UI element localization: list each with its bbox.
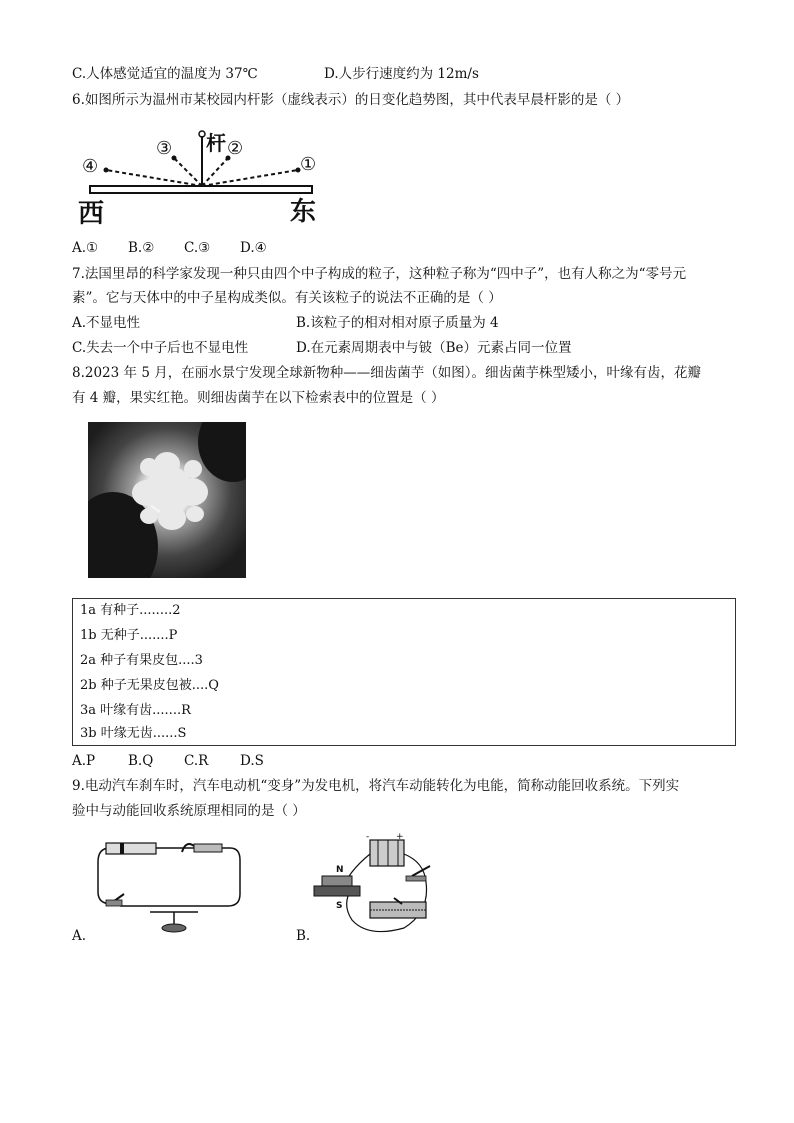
key-row-1b: 1b 无种子.......P [80, 628, 178, 643]
key-row-1a: 1a 有种子........2 [80, 603, 181, 618]
q7-stem-line-1: 7.法国里昂的科学家发现一种只由四个中子构成的粒子，这种粒子称为“四中子”，也有人称之为“零号元 [72, 266, 687, 282]
q9-option-b: B. [296, 928, 311, 944]
marker-3: ③ [156, 138, 173, 159]
q8-option-b: B.Q [128, 753, 154, 769]
q8-stem-line-2: 有 4 瓣，果实红艳。则细齿菌芋在以下检索表中的位置是（ ） [72, 390, 445, 406]
shadow-4 [106, 170, 202, 186]
q8-option-d: D.S [240, 753, 264, 769]
plant-photo [88, 422, 246, 578]
q7-option-c: C.失去一个中子后也不显电性 [72, 340, 249, 356]
dichotomous-key-table [72, 598, 736, 746]
circuit-figure-a [90, 836, 250, 936]
marker-1: ① [300, 154, 317, 175]
east-label: 东 [290, 197, 317, 227]
magnet-s-label: S [336, 901, 343, 911]
battery [106, 843, 156, 854]
q6-option-c: C.③ [184, 240, 211, 256]
q8-stem-line-1: 8.2023 年 5 月，在丽水景宁发现全球新物种——细齿菌芋（如图）。细齿菌芋株型矮小，叶缘有齿，花瓣 [72, 365, 701, 381]
battery-b [370, 840, 404, 866]
magnet [322, 876, 352, 886]
minus-sign: - [366, 832, 370, 842]
q8-option-c: C.R [184, 753, 209, 769]
circuit-figure-b [308, 832, 448, 938]
west-label: 西 [78, 199, 105, 229]
magnet-n-label: N [336, 865, 344, 875]
q8-option-a: A.P [72, 753, 96, 769]
q7-option-a: A.不显电性 [72, 315, 141, 331]
q6-option-a: A.① [72, 240, 99, 256]
q5-option-c: C.人体感觉适宜的温度为 37℃ [72, 66, 258, 82]
key-row-3b: 3b 叶缘无齿......S [80, 726, 187, 741]
stand-base [162, 924, 186, 932]
q7-option-d: D.在元素周期表中与铍（Be）元素占同一位置 [296, 340, 572, 356]
q6-stem: 6.如图所示为温州市某校园内杆影（虚线表示）的日变化趋势图，其中代表早晨杆影的是（ ） [72, 92, 630, 108]
q9-option-a: A. [72, 928, 87, 944]
q5-option-d: D.人步行速度约为 12m/s [324, 66, 479, 82]
q9-stem-line-2: 验中与动能回收系统原理相同的是（ ） [72, 803, 306, 819]
q9-stem-line-1: 9.电动汽车刹车时，汽车电动机“变身”为发电机，将汽车动能转化为电能，简称动能回收系统。下列实 [72, 778, 680, 794]
q7-stem-line-2: 素”。它与天体中的中子星构成类似。有关该粒子的说法不正确的是（ ） [72, 290, 502, 306]
marker-4: ④ [82, 156, 99, 177]
key-row-2b: 2b 种子无果皮包被....Q [80, 678, 219, 693]
q6-option-b: B.② [128, 240, 155, 256]
magnet-base [314, 886, 360, 896]
q6-option-d: D.④ [240, 240, 267, 256]
pole-label: 杆 [206, 131, 226, 155]
ground-bar [90, 186, 312, 193]
key-row-3a: 3a 叶缘有齿.......R [80, 703, 191, 718]
marker-2: ② [227, 138, 244, 159]
key-row-2a: 2a 种子有果皮包....3 [80, 653, 203, 668]
shadow-1 [202, 170, 298, 186]
plus-sign: + [396, 832, 404, 842]
q7-option-b: B.该粒子的相对相对原子质量为 4 [296, 315, 499, 331]
pole-shadow-figure [72, 120, 332, 230]
